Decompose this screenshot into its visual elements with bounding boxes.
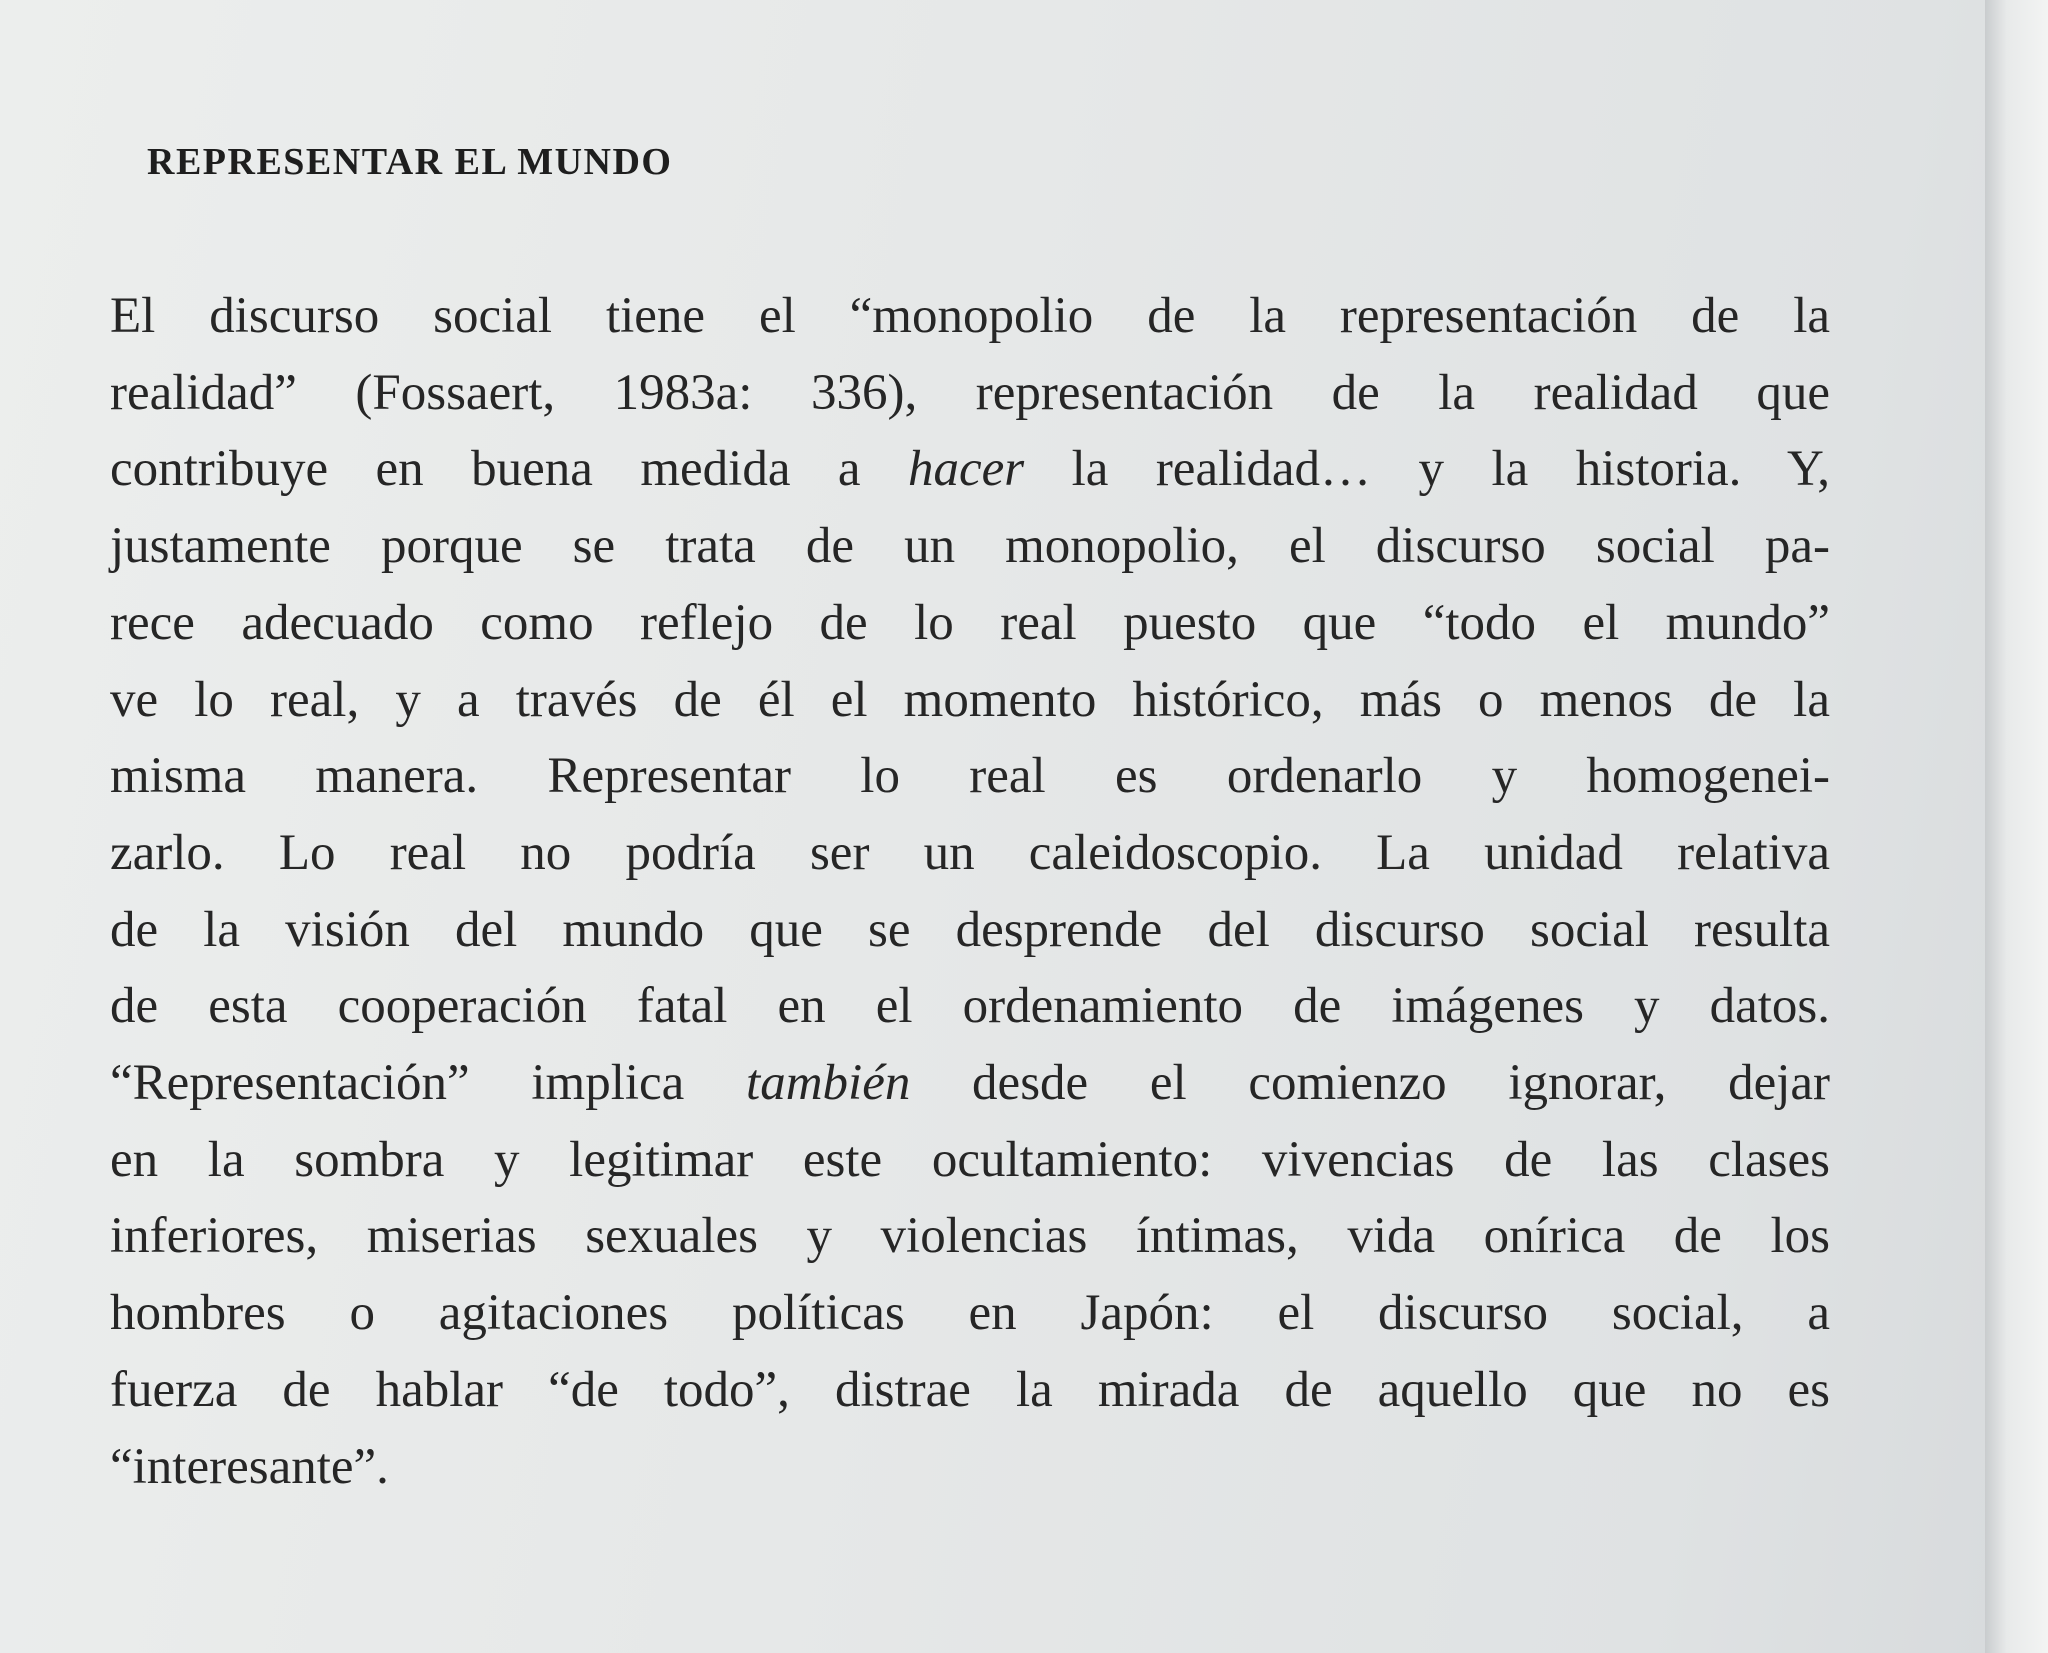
italic-emphasis-tambien: también <box>746 1055 911 1112</box>
paragraph-line-1: El discurso social tiene el “monopolio de la representación de la <box>110 288 1830 344</box>
line-3-text-end: la realidad… y la historia. Y, <box>1024 441 1830 498</box>
section-heading: REPRESENTAR EL MUNDO <box>147 141 673 183</box>
line-3-text-start: contribuye en buena medida a <box>110 441 908 498</box>
paragraph-line-7: misma manera. Representar lo real es ordenarlo y homogenei- <box>110 748 1830 805</box>
paragraph-line-14: hombres o agitaciones políticas en Japón: el discurso social, a <box>110 1285 1830 1342</box>
paragraph-line-5: rece adecuado como reflejo de lo real puesto que “todo el mundo” <box>110 594 1830 651</box>
paragraph-line-10: de esta cooperación fatal en el ordenamiento de imágenes y datos. <box>110 978 1830 1035</box>
italic-emphasis-hacer: hacer <box>908 441 1025 498</box>
paragraph-line-9: de la visión del mundo que se desprende del discurso social resulta <box>110 901 1830 958</box>
paragraph-line-2: realidad” (Fossaert, 1983a: 336), representación de la realidad que <box>110 364 1830 421</box>
paragraph-line-6: ve lo real, y a través de él el momento histórico, más o menos de la <box>110 671 1830 728</box>
paragraph-line-11 <box>110 1045 1830 1122</box>
line-11-text-start: “Representación” implica <box>110 1055 747 1112</box>
show-through-text <box>470 0 482 78</box>
paragraph-line-15: fuerza de hablar “de todo”, distrae la mirada de aquello que no es <box>110 1361 1830 1418</box>
paragraph-line-8: zarlo. Lo real no podría ser un caleidoscopio. La unidad relativa <box>110 824 1830 881</box>
body-paragraph <box>110 278 1830 1505</box>
paragraph-line-12: en la sombra y legitimar este ocultamiento: vivencias de las clases <box>110 1131 1830 1188</box>
paragraph-line-4: justamente porque se trata de un monopolio, el discurso social pa- <box>110 518 1830 575</box>
paragraph-line-13: inferiores, miserias sexuales y violencias íntimas, vida onírica de los <box>110 1208 1830 1265</box>
next-page-edge <box>1985 0 2048 1653</box>
paragraph-line-3 <box>110 431 1830 508</box>
paragraph-line-16: “interesante”. <box>110 1438 389 1495</box>
line-11-text-end: desde el comienzo ignorar, dejar <box>910 1055 1830 1112</box>
